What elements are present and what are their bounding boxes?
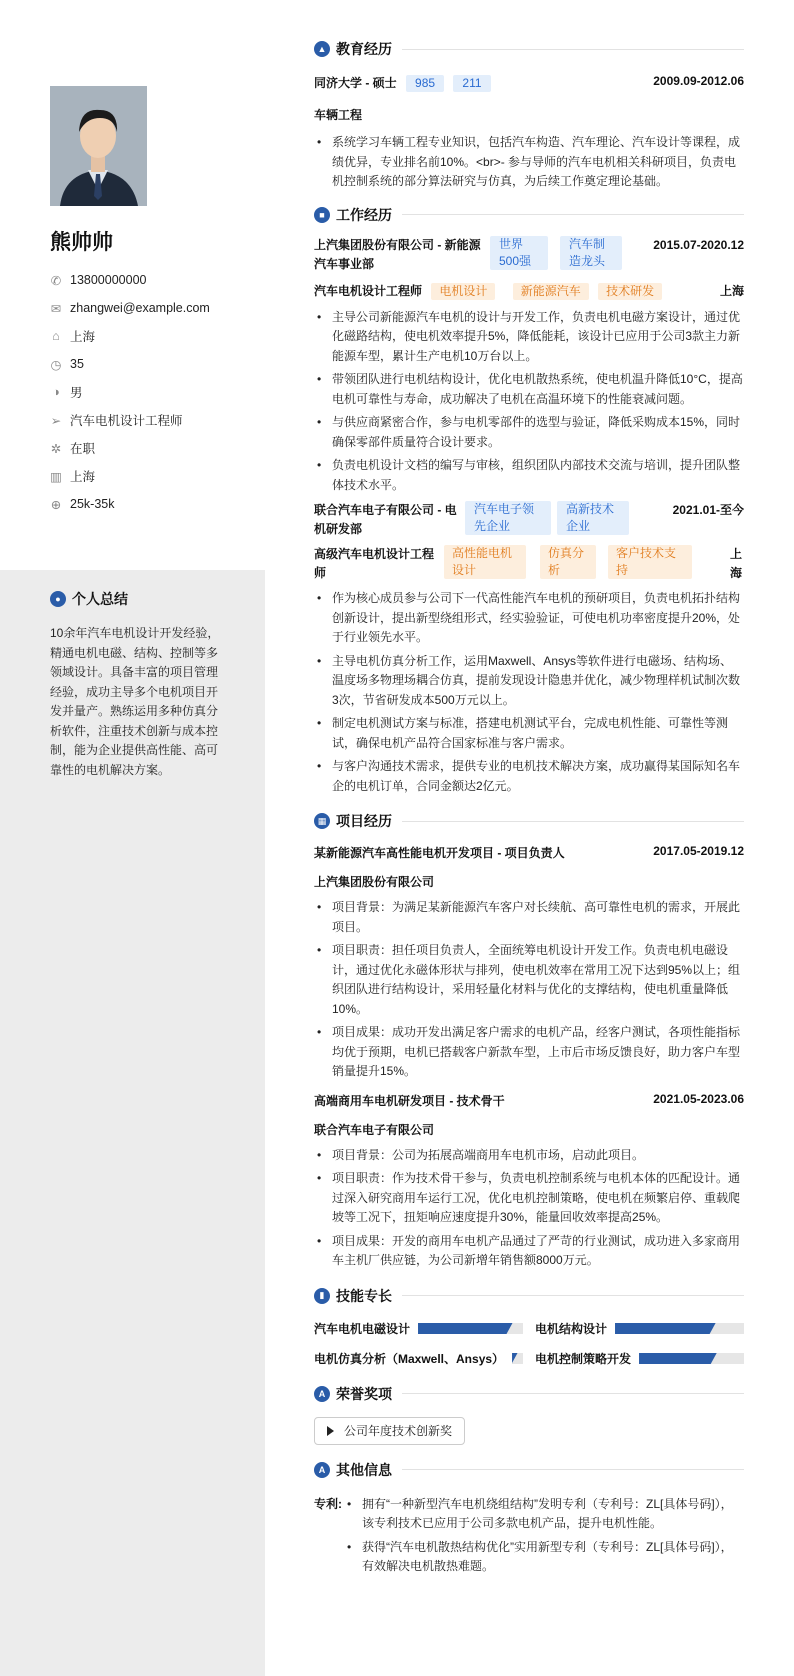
project-bullets	[314, 1146, 744, 1271]
info-gender	[50, 378, 260, 406]
list-item: • 项目成果：成功开发出满足客户需求的电机产品，经客户测试，各项性能指标均优于预期，电机已搭载客户新款车型，上市后市场反馈良好，助力客户车型销量提升15%。	[314, 1023, 744, 1082]
company-tag: 汽车制造龙头	[560, 236, 622, 270]
divider	[402, 49, 744, 50]
info-text: 男	[70, 386, 83, 400]
list-item: • 主导电机仿真分析工作，运用Maxwell、Ansys等软件进行电磁场、结构场、温度场多物理场耦合仿真，提前发现设计隐患并优化，减少物理样机试制次数3次，节省研发成本500万元以上。	[314, 652, 744, 711]
skill-bar	[512, 1353, 523, 1364]
school-tag: 211	[453, 75, 490, 92]
skill-bar	[615, 1323, 744, 1334]
phone-icon: ✆	[50, 273, 62, 288]
company-tag: 汽车电子领先企业	[465, 501, 551, 535]
bar-chart-icon: ▮	[314, 1288, 330, 1304]
job-position: 高级汽车电机设计工程师	[314, 547, 435, 580]
list-item: • 拥有“一种新型汽车电机绕组结构”发明专利（专利号：ZL[具体号码]），该专利技术已应用于公司多款电机产品，提升电机性能。	[344, 1495, 744, 1534]
job-company-line	[314, 501, 629, 539]
list-item: • 项目职责：担任项目负责人，全面统筹电机设计开发工作。负责电机电磁设计，通过优化永磁体形状与排列，使电机效率在常用工况下达到95%以上；组织团队进行结构设计，采用轻量化材料与优化的支撑结构，使电机重量降低10%。	[314, 941, 744, 1019]
grid-icon: ▦	[314, 813, 330, 829]
section-title: 荣誉奖项	[336, 1385, 392, 1402]
skill-bar-fill	[512, 1353, 517, 1364]
skill-tag: 客户技术支持	[608, 545, 692, 579]
section-title: 教育经历	[336, 41, 392, 57]
school-name: 同济大学 - 硕士	[314, 76, 397, 90]
avatar-photo	[50, 86, 147, 206]
education-bullets	[314, 133, 744, 192]
skills-grid	[314, 1321, 744, 1367]
project-date: 2021.05-2023.06	[653, 1091, 744, 1106]
briefcase-icon: ■	[314, 207, 330, 223]
patent-label: 专利:	[314, 1496, 342, 1511]
skill-item	[535, 1321, 744, 1337]
info-email	[50, 294, 260, 322]
list-item: • 作为核心成员参与公司下一代高性能汽车电机的预研项目，负责电机拓扑结构创新设计，提出新型绕组形式，经实验验证，可使电机功率密度提升20%，处于行业领先水平。	[314, 589, 744, 648]
info-text: 35	[70, 357, 84, 371]
job-position-line	[314, 282, 744, 300]
job-company: 联合汽车电子有限公司 - 电机研发部	[314, 503, 457, 536]
skill-bar-fill	[418, 1323, 512, 1334]
skill-name: 汽车电机电磁设计	[314, 1322, 411, 1336]
city-icon: ▥	[50, 469, 62, 484]
list-item: • 系统学习车辆工程专业知识，包括汽车构造、汽车理论、汽车设计等课程，成绩优异，专业排名前10%。<br>- 参与导师的汽车电机相关科研项目，负责电机控制系统的部分算法研究与仿真，为后续工作奠定理论基础。	[314, 133, 744, 192]
summary-heading	[50, 589, 128, 609]
award-label: 公司年度技术创新奖	[344, 1424, 453, 1438]
info-text: 上海	[70, 330, 96, 344]
patents-block	[314, 1495, 744, 1581]
list-item: • 负责电机设计文档的编写与审核，组织团队内部技术交流与培训，提升团队整体技术水平。	[314, 456, 744, 495]
school-tag: 985	[406, 75, 444, 92]
project-name: 某新能源汽车高性能电机开发项目 - 项目负责人	[314, 846, 565, 860]
skill-bar-fill	[615, 1323, 716, 1334]
divider	[402, 214, 744, 215]
section-title: 其他信息	[336, 1461, 392, 1478]
section-title: 工作经历	[336, 206, 392, 223]
sidebar	[0, 0, 265, 1676]
info-status	[50, 434, 260, 462]
info-age	[50, 350, 260, 378]
project-name: 高端商用车电机研发项目 - 技术骨干	[314, 1093, 505, 1108]
award-item[interactable]	[314, 1417, 465, 1445]
info-home	[50, 322, 260, 350]
job-city: 上海	[719, 284, 744, 298]
job-position-group	[314, 545, 692, 583]
divider	[402, 821, 744, 822]
job-bullets	[314, 589, 744, 796]
company-tag: 高新技术企业	[557, 501, 629, 535]
info-text: 上海	[70, 470, 96, 484]
list-item: • 与供应商紧密合作，参与电机零部件的选型与验证，降低采购成本15%，同时确保零部件质量符合设计要求。	[314, 413, 744, 452]
user-icon: ●	[50, 591, 66, 607]
skill-item	[535, 1351, 744, 1367]
play-icon	[327, 1426, 334, 1436]
skill-name: 电机控制策略开发	[535, 1352, 632, 1366]
skill-item	[314, 1321, 523, 1337]
skill-tag: 技术研发	[598, 283, 662, 300]
project-date: 2017.05-2019.12	[653, 844, 744, 858]
project-bullets	[314, 898, 744, 1082]
skill-bar	[639, 1353, 744, 1364]
skills-heading	[314, 1285, 744, 1307]
education-heading	[314, 38, 744, 60]
projects-heading	[314, 810, 744, 832]
list-item: • 项目背景：公司为拓展高端商用车电机市场，启动此项目。	[314, 1146, 744, 1166]
skill-bar	[418, 1323, 523, 1334]
info-text: 汽车电机设计工程师	[70, 414, 183, 428]
education-school-line	[314, 74, 491, 92]
skill-name: 电机仿真分析（Maxwell、Ansys）	[314, 1352, 505, 1366]
section-title: 技能专长	[336, 1287, 392, 1304]
info-text: zhangwei@example.com	[70, 301, 210, 315]
list-item: • 项目职责：作为技术骨干参与，负责电机控制系统与电机本体的匹配设计。通过深入研究商用车运行工况，优化电机控制策略，使电机在频繁启停、重载爬坡等工况下，扭矩响应速度提升30%，能量回收效率提高25%。	[314, 1169, 744, 1228]
skill-tag: 新能源汽车	[513, 283, 589, 300]
project-company: 联合汽车电子有限公司	[314, 1122, 435, 1137]
job-position: 汽车电机设计工程师	[314, 283, 423, 298]
divider	[402, 1295, 744, 1296]
gender-icon: ◑	[52, 385, 60, 399]
job-bullets	[314, 308, 744, 496]
job-company: 上汽集团股份有限公司 - 新能源汽车事业部	[314, 237, 481, 271]
info-text: 13800000000	[70, 273, 147, 287]
job-date: 2015.07-2020.12	[653, 237, 744, 252]
awards-heading	[314, 1383, 744, 1405]
list-item: • 项目背景：为满足某新能源汽车客户对长续航、高可靠性电机的需求，开展此项目。	[314, 898, 744, 937]
other-heading	[314, 1459, 744, 1481]
divider	[402, 1469, 744, 1470]
list-item: • 项目成果：开发的商用车电机产品通过了严苛的行业测试，成功进入多家商用车主机厂供应链，为公司新增年销售额8000万元。	[314, 1232, 744, 1271]
list-item: • 获得“汽车电机散热结构优化”实用新型专利（专利号：ZL[具体号码]），有效解决电机散热难题。	[344, 1538, 744, 1577]
info-salary	[50, 490, 260, 518]
section-title: 项目经历	[336, 813, 392, 829]
salary-icon: ⊕	[50, 497, 62, 512]
summary-title: 个人总结	[72, 591, 128, 607]
project-header	[314, 1092, 744, 1109]
awards-list	[314, 1417, 744, 1445]
job-icon: ➢	[50, 413, 62, 428]
info-city	[50, 462, 260, 490]
info-text: 25k-35k	[70, 497, 115, 511]
job-position-group	[314, 282, 662, 300]
email-icon: ✉	[50, 301, 62, 316]
info-job	[50, 406, 260, 434]
skill-item	[314, 1351, 523, 1367]
candidate-name: 熊帅帅	[50, 231, 113, 254]
list-item: • 主导公司新能源汽车电机的设计与开发工作，负责电机电磁方案设计，通过优化磁路结构，使电机效率提升5%，降低能耗，该设计已应用于公司3款主力新能源车型，累计生产电机10万台以上。	[314, 308, 744, 367]
skill-tag: 仿真分析	[540, 545, 596, 579]
company-tag: 世界500强	[490, 236, 548, 270]
skill-bar-fill	[639, 1353, 717, 1364]
education-major: 车辆工程	[314, 108, 363, 122]
job-header	[314, 236, 744, 274]
main-content	[314, 38, 744, 1581]
skill-name: 电机结构设计	[535, 1322, 608, 1336]
contact-info	[50, 266, 260, 518]
home-icon: ⌂	[52, 329, 60, 343]
info-text: 在职	[70, 442, 96, 456]
age-icon: ◷	[50, 357, 62, 372]
job-date: 2021.01-至今	[672, 503, 744, 517]
patent-bullets	[344, 1495, 744, 1581]
list-item: • 带领团队进行电机结构设计，优化电机散热系统，使电机温升降低10°C，提高电机可靠性与寿命，成功解决了电机在高温环境下的性能衰减问题。	[314, 370, 744, 409]
trophy-icon: A	[314, 1386, 330, 1402]
skill-tag: 电机设计	[431, 283, 495, 300]
job-position-line	[314, 545, 744, 583]
project-company: 上汽集团股份有限公司	[314, 875, 435, 889]
job-header	[314, 501, 744, 539]
job-city: 上海	[730, 547, 743, 580]
skill-tag: 高性能电机设计	[444, 545, 526, 579]
graduation-cap-icon: ▲	[314, 41, 330, 57]
work-heading	[314, 204, 744, 226]
status-icon: ✲	[50, 441, 62, 456]
info-phone	[50, 266, 260, 294]
education-date: 2009.09-2012.06	[653, 74, 744, 88]
project-header	[314, 844, 744, 861]
job-company-line	[314, 236, 622, 274]
info-icon: A	[314, 1462, 330, 1478]
summary-text: 10余年汽车电机设计开发经验，精通电机电磁、结构、控制等多领域设计。具备丰富的项目管理经验，成功主导多个电机项目开发并量产。熟练运用多种仿真分析软件，注重技术创新与成本控制，能为企业提供高性能、高可靠性的电机解决方案。	[50, 626, 220, 777]
list-item: • 制定电机测试方案与标准，搭建电机测试平台，完成电机性能、可靠性等测试，确保电机产品符合国家标准与客户需求。	[314, 714, 744, 753]
divider	[402, 1393, 744, 1394]
education-header	[314, 74, 744, 92]
list-item: • 与客户沟通技术需求，提供专业的电机技术解决方案，成功赢得某国际知名车企的电机订单，合同金额达2亿元。	[314, 757, 744, 796]
